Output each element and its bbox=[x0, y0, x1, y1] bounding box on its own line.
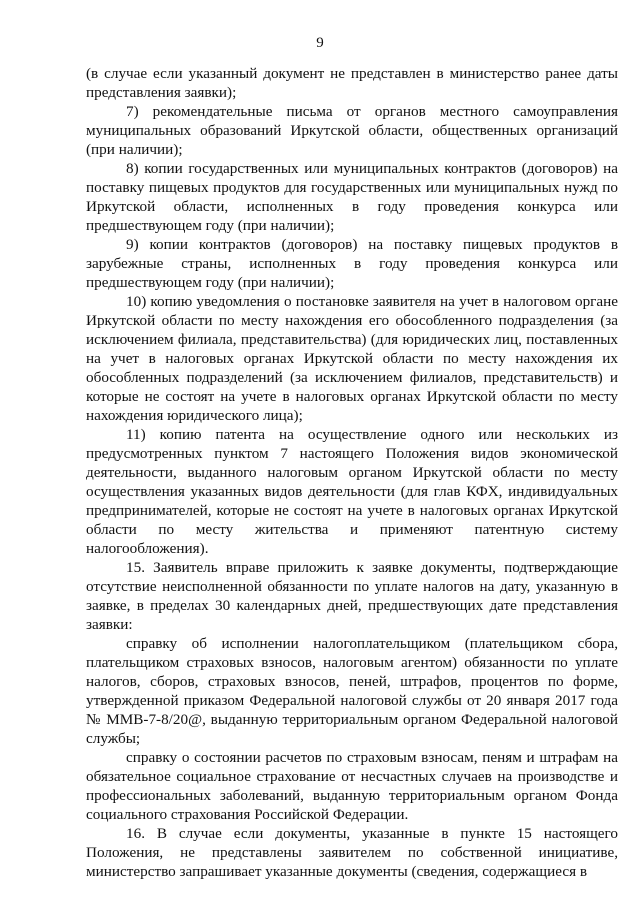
paragraph-item-11: 11) копию патента на осуществление одного или нескольких из предусмотренных пунктом 7 настоящего Положения видов экономической деятельности, выданного налоговым органом Иркутской области по месту осуществления указанных видов деятельности (для глав КФХ, индивидуальных предпринимателей, которые не состоят на учете в налоговых органах Иркутской области по месту жительства и применяют патентную систему налогообложения). bbox=[86, 426, 618, 557]
paragraph-item-9: 9) копии контрактов (договоров) на поставку пищевых продуктов в зарубежные страны, исполненных в году проведения конкурса или предшествующем году (при наличии); bbox=[86, 236, 618, 291]
document-body bbox=[86, 64, 618, 881]
paragraph-item-10: 10) копию уведомления о постановке заявителя на учет в налоговом органе Иркутской области по месту нахождения его обособленного подразделения (за исключением филиала, представительства) (для юридических лиц, поставленных на учет в налоговых органах Иркутской области по месту нахождения их обособленных подразделений (за исключением филиалов, представительств) и которые не состоят на учете в налоговых органах Иркутской области по месту нахождения юридического лица); bbox=[86, 293, 618, 424]
paragraph-clause-16: 16. В случае если документы, указанные в пункте 15 настоящего Положения, не представлены заявителем по собственной инициативе, министерство запрашивает указанные документы (сведения, содержащиеся в bbox=[86, 825, 618, 880]
page-number: 9 bbox=[316, 35, 324, 51]
paragraph-continuation: (в случае если указанный документ не представлен в министерство ранее даты представления заявки); bbox=[86, 65, 618, 101]
paragraph-insurance-certificate: справку о состоянии расчетов по страховым взносам, пеням и штрафам на обязательное социальное страхование от несчастных случаев на производстве и профессиональных заболеваний, выданную территориальным органом Фонда социального страхования Российской Федерации. bbox=[86, 749, 618, 823]
paragraph-item-8: 8) копии государственных или муниципальных контрактов (договоров) на поставку пищевых продуктов для государственных или муниципальных нужд по Иркутской области, исполненных в году проведения конкурса или предшествующем году (при наличии); bbox=[86, 160, 618, 234]
paragraph-clause-15: 15. Заявитель вправе приложить к заявке документы, подтверждающие отсутствие неисполненной обязанности по уплате налогов на дату, указанную в заявке, в пределах 30 календарных дней, предшествующих дате представления заявки: bbox=[86, 559, 618, 633]
paragraph-tax-certificate: справку об исполнении налогоплательщиком (плательщиком сбора, плательщиком страховых взносов, налоговым агентом) обязанности по уплате налогов, сборов, страховых взносов, пеней, штрафов, процентов по форме, утвержденной приказом Федеральной налоговой службы от 20 января 2017 года № ММВ-7-8/20@, выданную территориальным органом Федеральной налоговой службы; bbox=[86, 635, 618, 747]
paragraph-item-7: 7) рекомендательные письма от органов местного самоуправления муниципальных образований Иркутской области, общественных организаций (при наличии); bbox=[86, 103, 618, 158]
